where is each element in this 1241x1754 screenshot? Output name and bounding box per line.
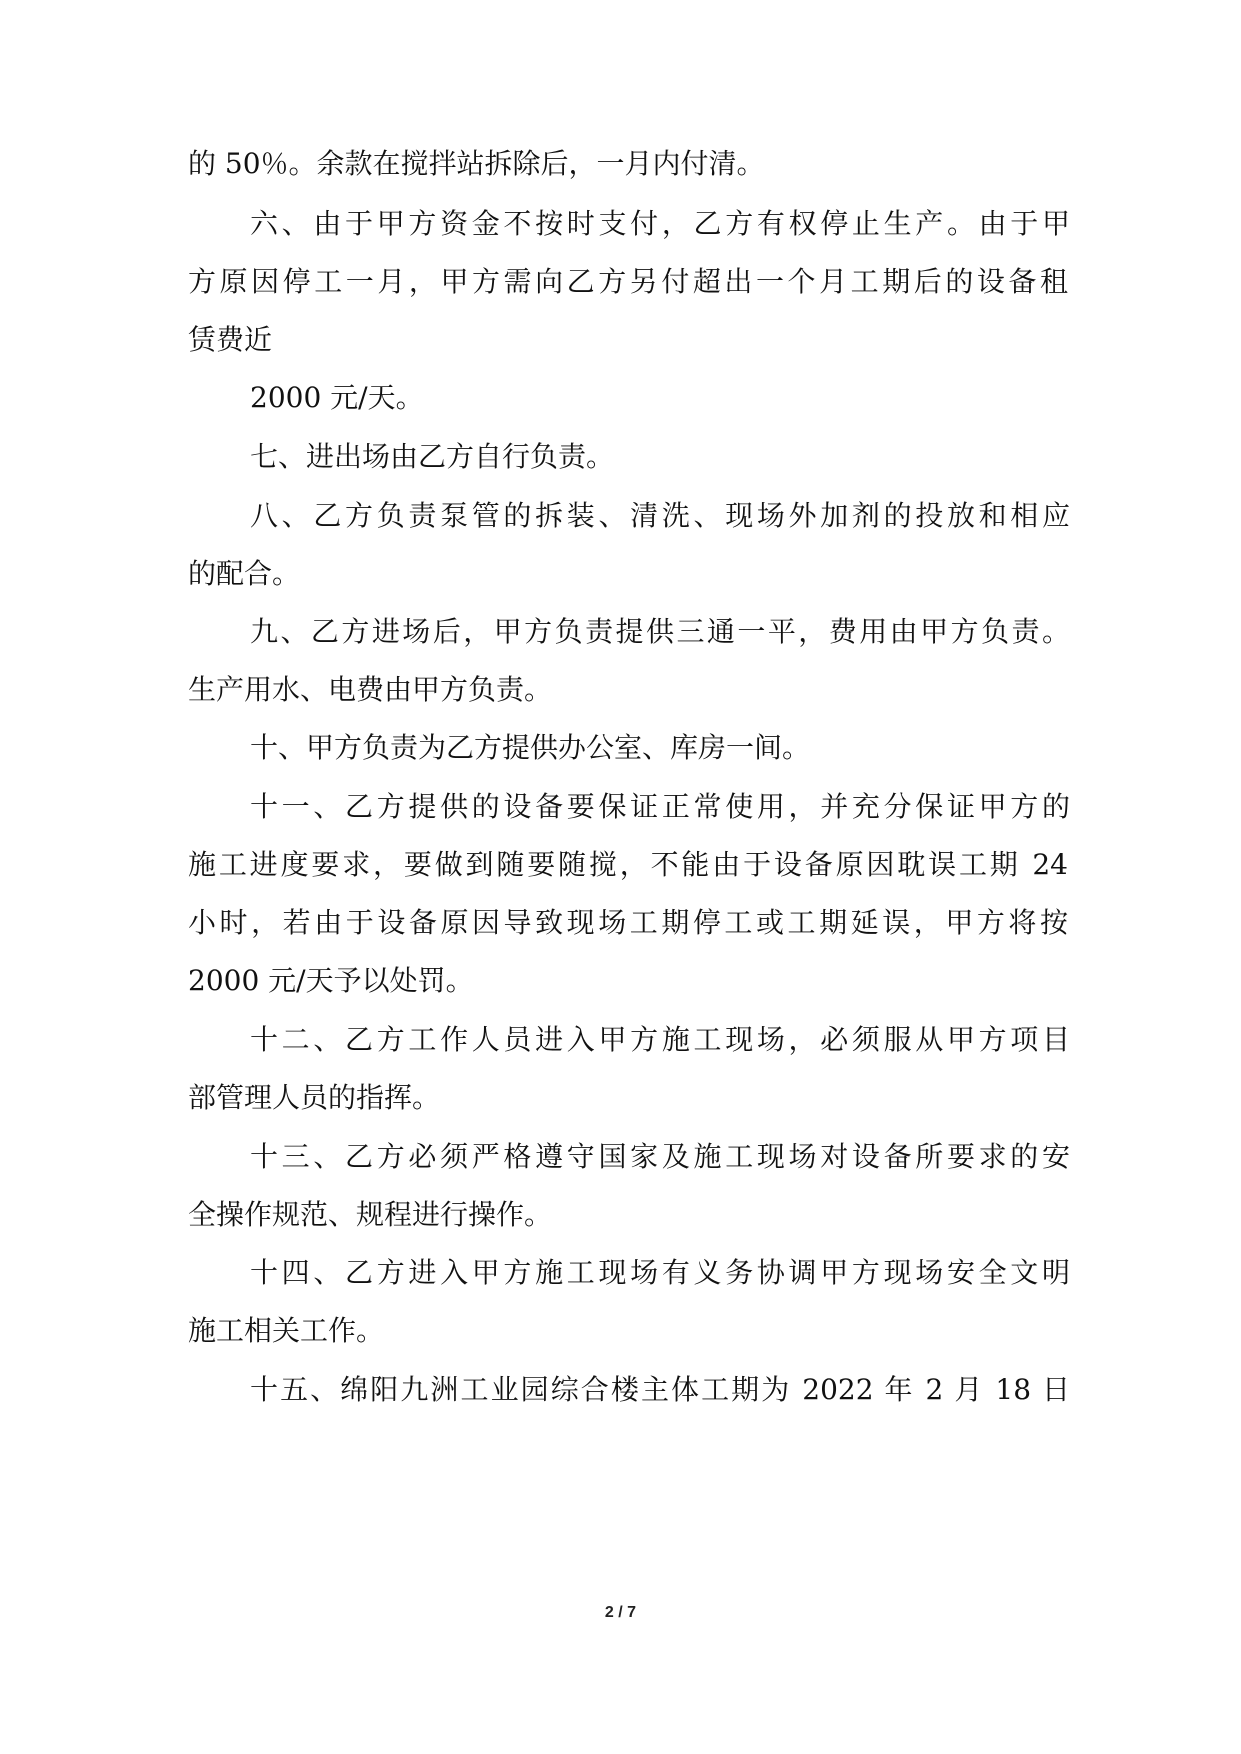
- text-line: 十、甲方负责为乙方提供办公室、库房一间。: [250, 731, 811, 764]
- text-line: 小时，若由于设备原因导致现场工期停工或工期延误，甲方将按: [188, 906, 1068, 939]
- text-line: 施工进度要求，要做到随要随搅，不能由于设备原因耽误工期 24: [188, 848, 1068, 881]
- text-line: 十四、乙方进入甲方施工现场有义务协调甲方现场安全文明: [250, 1256, 1070, 1289]
- text-line: 生产用水、电费由甲方负责。: [188, 673, 553, 706]
- text-line: 部管理人员的指挥。: [188, 1081, 441, 1114]
- text-line: 六、由于甲方资金不按时支付，乙方有权停止生产。由于甲: [250, 207, 1070, 240]
- text-line: 赁费近: [188, 323, 273, 356]
- text-line: 十一、乙方提供的设备要保证正常使用，并充分保证甲方的: [250, 790, 1070, 823]
- text-line: 十二、乙方工作人员进入甲方施工现场，必须服从甲方项目: [250, 1023, 1070, 1056]
- page-number: 2 / 7: [604, 1604, 637, 1621]
- text-line: 方原因停工一月，甲方需向乙方另付超出一个月工期后的设备租: [188, 265, 1068, 298]
- text-line: 十五、绵阳九洲工业园综合楼主体工期为 2022 年 2 月 18 日: [250, 1373, 1070, 1406]
- text-line: 施工相关工作。: [188, 1314, 385, 1347]
- text-line: 的配合。: [188, 557, 301, 590]
- text-line: 2000 元/天。: [250, 381, 424, 414]
- text-line: 七、进出场由乙方自行负责。: [250, 440, 615, 473]
- text-line: 十三、乙方必须严格遵守国家及施工现场对设备所要求的安: [250, 1140, 1070, 1173]
- text-line: 2000 元/天予以处罚。: [188, 964, 474, 997]
- text-line: 九、乙方进场后，甲方负责提供三通一平，费用由甲方负责。: [250, 615, 1070, 648]
- text-line: 八、乙方负责泵管的拆装、清洗、现场外加剂的投放和相应: [250, 499, 1070, 532]
- text-line: 全操作规范、规程进行操作。: [188, 1198, 553, 1231]
- text-line: 的 50％。余款在搅拌站拆除后，一月内付清。: [188, 147, 765, 180]
